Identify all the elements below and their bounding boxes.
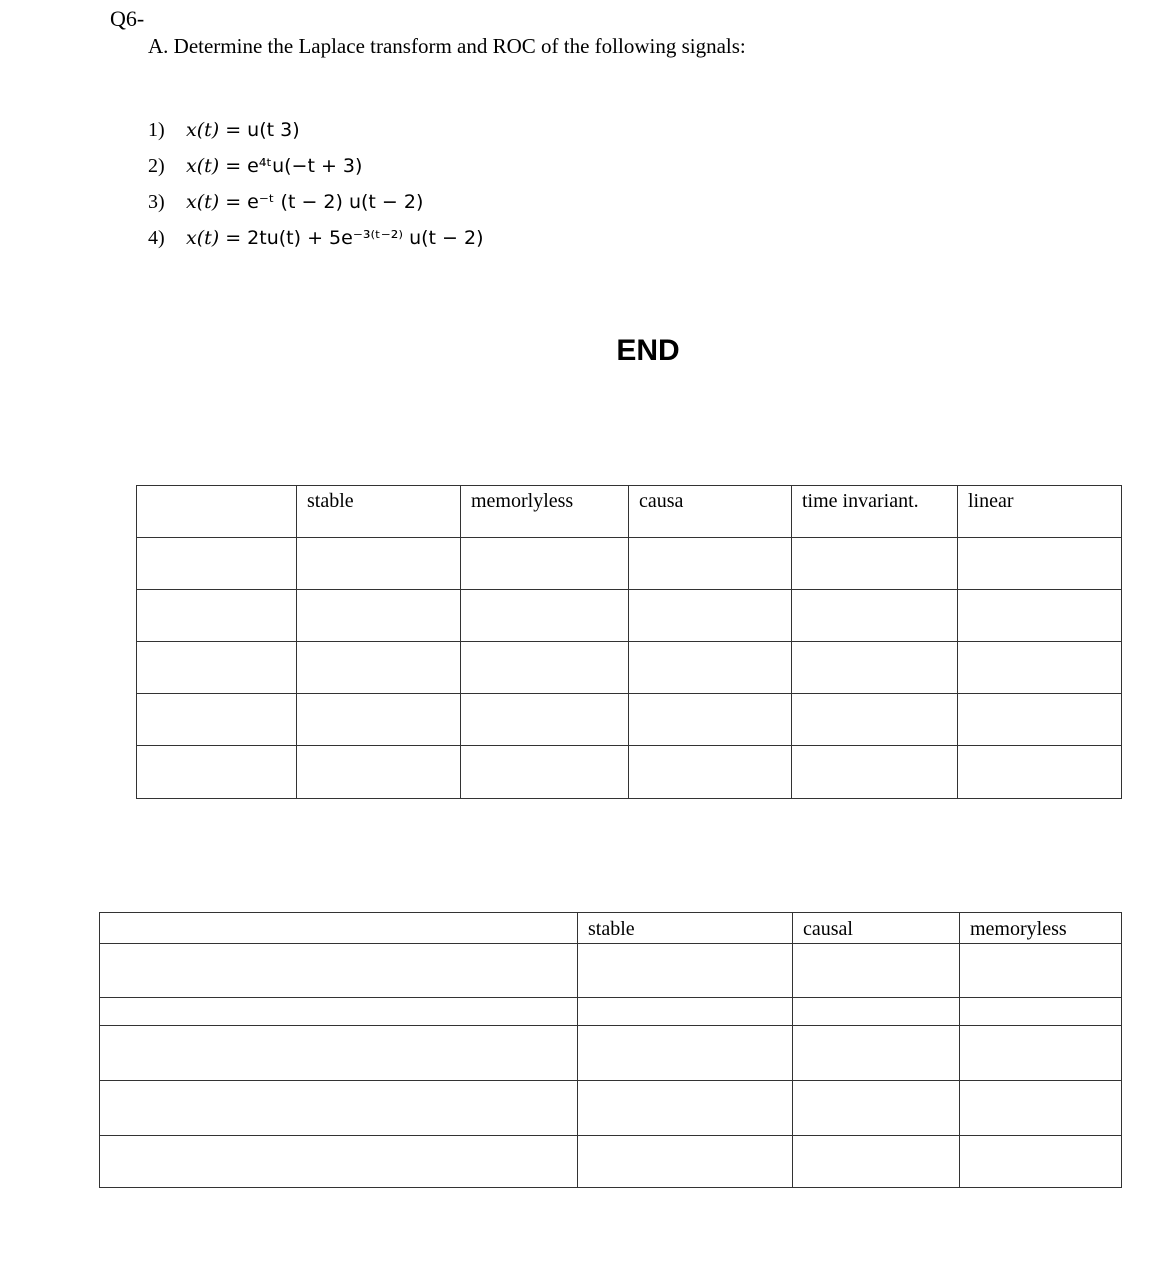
table-row xyxy=(137,694,1122,746)
table-cell[interactable] xyxy=(297,590,461,642)
table-header-memoryless: memorlyless xyxy=(461,486,629,538)
signal-expression xyxy=(186,191,423,213)
table-cell[interactable] xyxy=(792,590,958,642)
signal-lhs: x(t) xyxy=(186,191,220,213)
table-cell[interactable] xyxy=(137,746,297,799)
table-cell[interactable] xyxy=(960,1136,1122,1188)
table-cell[interactable] xyxy=(461,642,629,694)
table-row xyxy=(137,538,1122,590)
table-cell[interactable] xyxy=(461,538,629,590)
table-cell[interactable] xyxy=(793,998,960,1026)
table-row xyxy=(100,1136,1122,1188)
signal-number: 1) xyxy=(148,118,165,141)
table-cell[interactable] xyxy=(960,998,1122,1026)
table-cell[interactable] xyxy=(137,642,297,694)
signal-rhs: = 2tu(t) + 5e⁻³⁽ᵗ⁻²⁾ u(t − 2) xyxy=(219,227,484,249)
table-cell[interactable] xyxy=(958,590,1122,642)
table-cell[interactable] xyxy=(137,538,297,590)
table-cell[interactable] xyxy=(629,538,792,590)
signal-lhs: x(t) xyxy=(186,227,220,249)
table-row xyxy=(100,1081,1122,1136)
table-row xyxy=(100,944,1122,998)
signal-item-4 xyxy=(148,220,484,256)
table-cell[interactable] xyxy=(297,746,461,799)
signal-list xyxy=(148,112,484,256)
signal-rhs: = u(t 3) xyxy=(219,119,300,141)
signal-expression xyxy=(186,227,484,249)
table-cell[interactable] xyxy=(960,1026,1122,1081)
table-cell[interactable] xyxy=(960,1081,1122,1136)
table-header-row xyxy=(137,486,1122,538)
table-cell[interactable] xyxy=(578,1026,793,1081)
table-cell[interactable] xyxy=(958,538,1122,590)
table-cell[interactable] xyxy=(792,642,958,694)
table-header-cell xyxy=(100,913,578,944)
table-cell[interactable] xyxy=(137,590,297,642)
signal-expression xyxy=(186,119,300,141)
table-cell[interactable] xyxy=(461,590,629,642)
table-cell[interactable] xyxy=(793,1136,960,1188)
table-cell[interactable] xyxy=(578,1081,793,1136)
table-cell[interactable] xyxy=(578,998,793,1026)
table-cell[interactable] xyxy=(793,944,960,998)
signal-rhs: = e⁴ᵗu(−t + 3) xyxy=(219,155,363,177)
table-cell[interactable] xyxy=(100,1136,578,1188)
table-row xyxy=(100,998,1122,1026)
table-header-memoryless: memoryless xyxy=(960,913,1122,944)
question-instruction: A. Determine the Laplace transform and ROC of the following signals: xyxy=(148,34,746,58)
table-row xyxy=(137,642,1122,694)
signal-lhs: x(t) xyxy=(186,119,220,141)
question-label: Q6- xyxy=(110,6,145,31)
table-cell[interactable] xyxy=(629,642,792,694)
table-cell[interactable] xyxy=(100,1026,578,1081)
signal-expression xyxy=(186,155,362,177)
table-cell[interactable] xyxy=(958,642,1122,694)
table-cell[interactable] xyxy=(578,1136,793,1188)
table-cell[interactable] xyxy=(960,944,1122,998)
table-cell[interactable] xyxy=(629,590,792,642)
table-cell[interactable] xyxy=(297,694,461,746)
properties-table xyxy=(136,485,1122,799)
signal-number: 4) xyxy=(148,226,165,249)
table-header-linear: linear xyxy=(958,486,1122,538)
signal-item-2 xyxy=(148,148,484,184)
table-cell[interactable] xyxy=(792,746,958,799)
table-cell[interactable] xyxy=(958,746,1122,799)
table-header-time-invariant: time invariant. xyxy=(792,486,958,538)
table-cell[interactable] xyxy=(629,694,792,746)
signal-rhs: = e⁻ᵗ (t − 2) u(t − 2) xyxy=(219,191,424,213)
table-cell[interactable] xyxy=(578,944,793,998)
table-cell[interactable] xyxy=(100,944,578,998)
signal-lhs: x(t) xyxy=(186,155,220,177)
table-cell[interactable] xyxy=(793,1081,960,1136)
table-cell[interactable] xyxy=(461,694,629,746)
table-header-causal: causa xyxy=(629,486,792,538)
signal-item-3 xyxy=(148,184,484,220)
table-cell[interactable] xyxy=(629,746,792,799)
table-header-causal: causal xyxy=(793,913,960,944)
system-properties-table xyxy=(99,912,1122,1188)
signal-number: 3) xyxy=(148,190,165,213)
table-row xyxy=(137,590,1122,642)
table-row xyxy=(100,1026,1122,1081)
table-cell[interactable] xyxy=(793,1026,960,1081)
table-cell[interactable] xyxy=(461,746,629,799)
table-cell[interactable] xyxy=(958,694,1122,746)
table-cell[interactable] xyxy=(137,694,297,746)
table-cell[interactable] xyxy=(100,998,578,1026)
table-header-stable: stable xyxy=(578,913,793,944)
table-cell[interactable] xyxy=(792,694,958,746)
signal-item-1 xyxy=(148,112,484,148)
end-heading: END xyxy=(616,334,680,367)
table-header-cell xyxy=(137,486,297,538)
table-header-row xyxy=(100,913,1122,944)
signal-number: 2) xyxy=(148,154,165,177)
table-cell[interactable] xyxy=(100,1081,578,1136)
table-cell[interactable] xyxy=(297,538,461,590)
table-cell[interactable] xyxy=(792,538,958,590)
table-header-stable: stable xyxy=(297,486,461,538)
table-cell[interactable] xyxy=(297,642,461,694)
table-row xyxy=(137,746,1122,799)
